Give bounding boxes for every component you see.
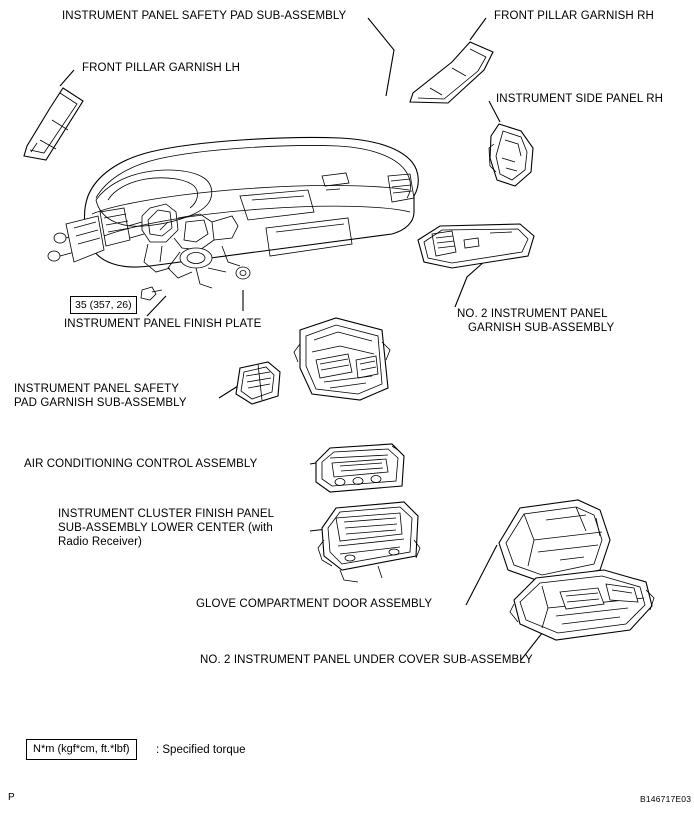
label-glove-compartment-door-assembly: GLOVE COMPARTMENT DOOR ASSEMBLY: [196, 598, 433, 610]
part-instrument-side-panel-rh: [489, 124, 533, 186]
legend-description: : Specified torque: [156, 744, 246, 756]
legend-unit-box: N*m (kgf*cm, ft.*lbf): [26, 739, 137, 760]
part-glove-compartment-door-assembly: [499, 500, 610, 582]
page-mark: P: [8, 792, 15, 803]
label-cluster-finish-panel-line1: INSTRUMENT CLUSTER FINISH PANEL: [58, 508, 275, 520]
steering-column-assembly: [128, 204, 240, 288]
part-no2-under-cover-sub-assembly: [510, 570, 654, 640]
label-cluster-finish-panel-line2: SUB-ASSEMBLY LOWER CENTER (with: [58, 522, 273, 534]
part-instrument-panel-finish-plate: [294, 318, 390, 400]
label-instrument-side-panel-rh: INSTRUMENT SIDE PANEL RH: [496, 93, 664, 105]
label-no2-under-cover-sub-assembly: NO. 2 INSTRUMENT PANEL UNDER COVER SUB-ASSEMBLY: [200, 654, 533, 666]
label-no2-instrument-panel-garnish-line1: NO. 2 INSTRUMENT PANEL: [457, 308, 608, 320]
label-safety-pad-garnish-line2: PAD GARNISH SUB-ASSEMBLY: [14, 397, 187, 409]
part-safety-pad-garnish: [236, 362, 280, 404]
part-air-conditioning-control-assembly: [316, 444, 404, 492]
label-front-pillar-garnish-lh: FRONT PILLAR GARNISH LH: [82, 62, 241, 74]
label-safety-pad-garnish-line1: INSTRUMENT PANEL SAFETY: [14, 383, 180, 395]
label-cluster-finish-panel-line3: Radio Receiver): [58, 536, 142, 548]
label-no2-instrument-panel-garnish-line2: GARNISH SUB-ASSEMBLY: [468, 322, 615, 334]
label-air-conditioning-control-assembly: AIR CONDITIONING CONTROL ASSEMBLY: [24, 458, 258, 470]
label-instrument-panel-finish-plate: INSTRUMENT PANEL FINISH PLATE: [64, 318, 262, 330]
part-no2-instrument-panel-garnish: [418, 224, 534, 268]
leader-lines: [60, 18, 546, 660]
label-front-pillar-garnish-rh: FRONT PILLAR GARNISH RH: [494, 10, 654, 22]
figure-code: B146717E03: [640, 794, 692, 804]
part-cluster-finish-panel-lower-center: [318, 502, 420, 582]
label-instrument-panel-safety-pad-sub-assembly: INSTRUMENT PANEL SAFETY PAD SUB-ASSEMBLY: [62, 10, 347, 22]
part-front-pillar-garnish-rh: [410, 42, 493, 103]
part-front-pillar-garnish-lh: [24, 88, 83, 160]
part-instrument-panel-safety-pad: [48, 138, 418, 300]
torque-callout-35: 35 (357, 26): [70, 296, 137, 314]
